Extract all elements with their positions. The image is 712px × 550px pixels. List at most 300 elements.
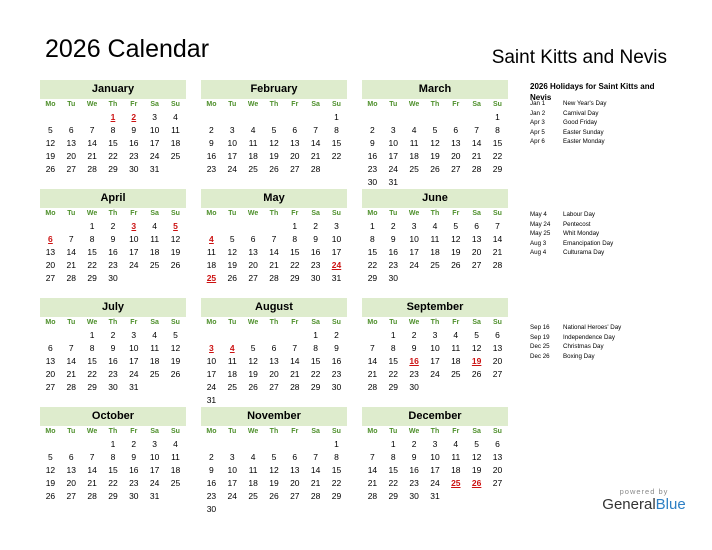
day-cell: 15 bbox=[492, 138, 503, 148]
day-cell: 12 bbox=[451, 234, 461, 244]
month-name: November bbox=[201, 407, 347, 426]
day-cell: 3 bbox=[390, 125, 396, 135]
week-row bbox=[201, 233, 347, 246]
day-cell: 20 bbox=[66, 478, 76, 488]
day-cell: 4 bbox=[432, 221, 438, 231]
day-cell: 3 bbox=[432, 330, 438, 340]
day-cell: 15 bbox=[367, 247, 378, 257]
day-cell bbox=[61, 329, 82, 342]
week-row bbox=[362, 111, 508, 124]
day-cell: 22 bbox=[310, 369, 321, 379]
day-cell: 22 bbox=[367, 260, 378, 270]
day-cell: 11 bbox=[451, 452, 461, 462]
day-cell: 9 bbox=[313, 234, 318, 244]
day-cell bbox=[40, 220, 61, 233]
week-row bbox=[362, 246, 508, 259]
day-cell: 20 bbox=[471, 247, 482, 257]
day-cell bbox=[243, 394, 264, 407]
day-cell bbox=[201, 438, 222, 451]
week-row bbox=[362, 233, 508, 246]
holiday-name: Labour Day bbox=[563, 211, 595, 218]
holiday-date: Aug 4 bbox=[530, 249, 547, 256]
day-cell: 23 bbox=[206, 491, 217, 501]
day-cell: 9 bbox=[110, 234, 116, 244]
day-cell: 26 bbox=[451, 260, 461, 270]
day-cell: 1 bbox=[334, 112, 339, 122]
week-row bbox=[40, 150, 186, 163]
weekday-label: Th bbox=[108, 210, 118, 217]
weekday-label: We bbox=[247, 101, 259, 108]
weekday-label: We bbox=[247, 210, 259, 217]
day-cell: 14 bbox=[290, 356, 300, 366]
holiday-day-cell: 6 bbox=[48, 234, 53, 244]
month-name: December bbox=[362, 407, 508, 426]
day-cell bbox=[222, 438, 243, 451]
day-cell: 16 bbox=[206, 478, 217, 488]
holiday-name: Easter Sunday bbox=[563, 128, 604, 136]
day-cell: 28 bbox=[66, 273, 76, 283]
weekday-header bbox=[201, 426, 347, 438]
holiday-item bbox=[530, 323, 621, 333]
month-name: June bbox=[362, 189, 508, 208]
holiday-day-cell: 4 bbox=[229, 343, 235, 353]
day-cell: 15 bbox=[108, 465, 118, 475]
month-november bbox=[201, 407, 347, 516]
day-cell bbox=[61, 220, 82, 233]
weekday-label: Sa bbox=[311, 319, 320, 326]
day-cell: 9 bbox=[209, 465, 214, 475]
day-cell: 8 bbox=[390, 343, 396, 353]
day-cell: 15 bbox=[87, 247, 97, 257]
day-cell: 27 bbox=[290, 491, 300, 501]
day-cell: 2 bbox=[334, 330, 339, 340]
day-cell: 22 bbox=[108, 151, 118, 161]
week-row bbox=[362, 329, 508, 342]
holiday-day-cell: 25 bbox=[206, 273, 217, 283]
day-cell: 23 bbox=[409, 478, 419, 488]
day-cell: 3 bbox=[229, 452, 235, 462]
day-cell: 22 bbox=[87, 260, 97, 270]
month-june bbox=[362, 189, 508, 285]
week-row bbox=[201, 438, 347, 451]
day-cell: 12 bbox=[45, 465, 56, 475]
weekday-label: Sa bbox=[311, 210, 320, 217]
month-name: July bbox=[40, 298, 186, 317]
day-cell: 3 bbox=[152, 439, 157, 449]
day-cell: 27 bbox=[66, 491, 76, 501]
day-cell bbox=[40, 111, 61, 124]
weekday-label: Su bbox=[493, 101, 502, 108]
day-cell: 25 bbox=[248, 164, 258, 174]
day-cell bbox=[487, 381, 508, 394]
weekday-label: Tu bbox=[228, 210, 237, 217]
day-cell: 8 bbox=[89, 343, 95, 353]
month-may bbox=[201, 189, 347, 285]
day-cell: 30 bbox=[129, 491, 139, 501]
day-cell bbox=[264, 220, 285, 233]
week-row bbox=[201, 381, 347, 394]
day-cell: 6 bbox=[250, 234, 256, 244]
holiday-date: May 25 bbox=[530, 230, 551, 237]
day-cell: 14 bbox=[367, 356, 378, 366]
day-cell: 15 bbox=[388, 465, 398, 475]
weekday-label: Sa bbox=[472, 210, 481, 217]
day-cell bbox=[326, 394, 347, 407]
day-cell: 17 bbox=[430, 356, 440, 366]
day-cell: 18 bbox=[451, 356, 461, 366]
day-cell bbox=[264, 394, 285, 407]
day-cell: 13 bbox=[290, 465, 300, 475]
weekday-label: Su bbox=[332, 101, 341, 108]
day-cell: 27 bbox=[45, 382, 56, 392]
weekday-label: We bbox=[86, 428, 98, 435]
day-cell: 27 bbox=[492, 369, 503, 379]
day-cell: 10 bbox=[430, 343, 440, 353]
day-cell bbox=[243, 329, 264, 342]
holiday-item bbox=[530, 352, 621, 362]
day-cell: 21 bbox=[367, 369, 378, 379]
day-cell: 16 bbox=[108, 356, 118, 366]
day-cell: 12 bbox=[248, 356, 258, 366]
week-row bbox=[40, 464, 186, 477]
weekday-label: Tu bbox=[389, 428, 398, 435]
day-cell: 5 bbox=[474, 330, 479, 340]
day-cell: 2 bbox=[209, 125, 214, 135]
day-cell: 15 bbox=[331, 138, 342, 148]
holiday-date: Dec 26 bbox=[530, 352, 550, 360]
day-cell bbox=[61, 438, 82, 451]
day-cell: 28 bbox=[367, 491, 378, 501]
day-cell: 12 bbox=[471, 452, 482, 462]
day-cell: 10 bbox=[206, 356, 217, 366]
holiday-item bbox=[530, 99, 606, 109]
day-cell bbox=[243, 438, 264, 451]
day-cell: 2 bbox=[110, 221, 116, 231]
weekday-label: Su bbox=[171, 101, 180, 108]
day-cell: 19 bbox=[45, 151, 56, 161]
weekday-label: Th bbox=[430, 101, 440, 108]
week-row bbox=[201, 163, 347, 176]
day-cell bbox=[201, 220, 222, 233]
day-cell: 14 bbox=[367, 465, 378, 475]
day-cell: 22 bbox=[388, 478, 398, 488]
day-cell bbox=[466, 272, 487, 285]
day-cell: 3 bbox=[152, 112, 157, 122]
holiday-date: May 4 bbox=[530, 211, 547, 218]
day-cell: 23 bbox=[129, 478, 139, 488]
holiday-name: Carnival Day bbox=[563, 109, 599, 117]
brand-name bbox=[588, 496, 700, 514]
day-cell bbox=[326, 503, 347, 516]
day-cell bbox=[264, 503, 285, 516]
powered-by-text: powered by bbox=[619, 487, 669, 496]
day-cell: 19 bbox=[451, 247, 461, 257]
holiday-name: Good Friday bbox=[563, 119, 598, 126]
day-cell bbox=[305, 438, 326, 451]
day-cell: 9 bbox=[131, 452, 137, 462]
day-cell: 15 bbox=[331, 465, 342, 475]
weekday-label: Sa bbox=[472, 428, 481, 435]
holiday-day-cell: 1 bbox=[110, 112, 116, 122]
day-cell: 18 bbox=[149, 247, 160, 257]
day-cell bbox=[243, 503, 264, 516]
week-row bbox=[201, 246, 347, 259]
day-cell: 9 bbox=[334, 343, 339, 353]
day-cell: 28 bbox=[310, 164, 321, 174]
day-cell: 30 bbox=[409, 491, 419, 501]
day-cell: 20 bbox=[492, 465, 503, 475]
day-cell: 16 bbox=[108, 247, 118, 257]
week-row bbox=[40, 381, 186, 394]
day-cell: 12 bbox=[269, 138, 279, 148]
weekday-label: Th bbox=[108, 319, 118, 326]
month-july bbox=[40, 298, 186, 394]
month-december bbox=[362, 407, 508, 503]
day-cell: 22 bbox=[388, 369, 398, 379]
weekday-label: Su bbox=[493, 428, 502, 435]
day-cell: 7 bbox=[68, 234, 74, 244]
month-march bbox=[362, 80, 508, 189]
weekday-label: Su bbox=[493, 210, 502, 217]
day-cell: 28 bbox=[66, 382, 76, 392]
day-cell: 16 bbox=[310, 247, 321, 257]
day-cell: 20 bbox=[290, 478, 300, 488]
week-row bbox=[201, 477, 347, 490]
holiday-name: Boxing Day bbox=[563, 352, 595, 360]
day-cell: 24 bbox=[227, 164, 237, 174]
day-cell: 11 bbox=[171, 452, 180, 462]
day-cell: 30 bbox=[367, 177, 378, 187]
day-cell: 6 bbox=[68, 452, 74, 462]
day-cell: 2 bbox=[131, 439, 137, 449]
day-cell: 2 bbox=[209, 452, 214, 462]
month-april bbox=[40, 189, 186, 285]
holiday-item bbox=[530, 109, 606, 119]
day-cell: 30 bbox=[129, 164, 139, 174]
weekday-header bbox=[201, 99, 347, 111]
day-cell: 4 bbox=[250, 452, 256, 462]
holiday-item bbox=[530, 229, 613, 239]
holiday-date: Apr 5 bbox=[530, 128, 545, 136]
weekday-label: Fr bbox=[130, 101, 138, 108]
day-cell: 12 bbox=[227, 247, 237, 257]
weekday-label: Fr bbox=[291, 428, 299, 435]
day-cell: 18 bbox=[409, 151, 419, 161]
month-august bbox=[201, 298, 347, 407]
day-cell bbox=[284, 503, 305, 516]
day-cell: 18 bbox=[206, 260, 217, 270]
day-cell: 7 bbox=[292, 343, 298, 353]
day-cell: 4 bbox=[411, 125, 417, 135]
holiday-item bbox=[530, 118, 606, 128]
day-cell: 11 bbox=[430, 234, 440, 244]
day-cell: 25 bbox=[248, 491, 258, 501]
day-cell bbox=[264, 111, 285, 124]
day-cell: 17 bbox=[129, 247, 139, 257]
day-cell: 23 bbox=[409, 369, 419, 379]
day-cell: 24 bbox=[388, 164, 398, 174]
holiday-date: Aug 3 bbox=[530, 239, 547, 247]
day-cell: 14 bbox=[269, 247, 279, 257]
holiday-date: Apr 6 bbox=[530, 138, 545, 145]
week-row bbox=[362, 342, 508, 355]
day-cell: 8 bbox=[292, 234, 298, 244]
country-name: Saint Kitts and Nevis bbox=[491, 47, 667, 68]
weekday-label: Mo bbox=[206, 319, 217, 326]
day-cell: 15 bbox=[290, 247, 300, 257]
day-cell: 18 bbox=[170, 465, 181, 475]
day-cell: 28 bbox=[290, 382, 300, 392]
day-cell: 21 bbox=[492, 247, 503, 257]
day-cell: 13 bbox=[290, 138, 300, 148]
weekday-label: Fr bbox=[452, 319, 460, 326]
day-cell bbox=[165, 163, 186, 176]
day-cell: 20 bbox=[45, 369, 56, 379]
week-row bbox=[362, 490, 508, 503]
week-row bbox=[40, 329, 186, 342]
holiday-item bbox=[530, 210, 613, 220]
month-october bbox=[40, 407, 186, 503]
day-cell bbox=[284, 438, 305, 451]
day-cell bbox=[222, 111, 243, 124]
day-cell bbox=[326, 163, 347, 176]
week-row bbox=[362, 381, 508, 394]
day-cell bbox=[362, 438, 383, 451]
day-cell: 11 bbox=[207, 247, 216, 257]
day-cell: 31 bbox=[206, 395, 217, 405]
weekday-label: Fr bbox=[291, 210, 299, 217]
day-cell: 31 bbox=[331, 273, 342, 283]
day-cell: 17 bbox=[149, 138, 160, 148]
day-cell bbox=[222, 220, 243, 233]
day-cell: 19 bbox=[248, 369, 258, 379]
weekday-label: Th bbox=[430, 319, 440, 326]
holiday-name: Pentecost bbox=[563, 220, 591, 228]
day-cell bbox=[144, 272, 165, 285]
weekday-label: We bbox=[408, 101, 420, 108]
day-cell: 25 bbox=[149, 260, 160, 270]
weekday-label: We bbox=[86, 210, 98, 217]
day-cell: 23 bbox=[129, 151, 139, 161]
day-cell: 20 bbox=[248, 260, 258, 270]
day-cell: 20 bbox=[451, 151, 461, 161]
brand-name-blue: Blue bbox=[655, 496, 686, 513]
day-cell: 2 bbox=[313, 221, 318, 231]
week-row bbox=[40, 368, 186, 381]
day-cell: 19 bbox=[269, 151, 279, 161]
holiday-item bbox=[530, 248, 613, 258]
day-cell bbox=[201, 329, 222, 342]
day-cell: 16 bbox=[331, 356, 342, 366]
day-cell: 23 bbox=[310, 260, 321, 270]
day-cell: 5 bbox=[432, 125, 438, 135]
day-cell: 6 bbox=[495, 439, 500, 449]
holiday-date: Dec 25 bbox=[530, 343, 550, 350]
day-cell: 21 bbox=[66, 260, 76, 270]
day-cell: 27 bbox=[269, 382, 279, 392]
day-cell: 14 bbox=[66, 247, 76, 257]
day-cell: 14 bbox=[471, 138, 482, 148]
day-cell: 27 bbox=[451, 164, 461, 174]
day-cell: 10 bbox=[129, 234, 139, 244]
day-cell: 7 bbox=[474, 125, 479, 135]
day-cell: 10 bbox=[227, 465, 237, 475]
day-cell: 29 bbox=[108, 491, 118, 501]
day-cell bbox=[284, 329, 305, 342]
day-cell: 23 bbox=[367, 164, 378, 174]
day-cell: 30 bbox=[388, 273, 398, 283]
month-name: April bbox=[40, 189, 186, 208]
holiday-item bbox=[530, 342, 621, 352]
day-cell: 14 bbox=[66, 356, 76, 366]
day-cell: 18 bbox=[451, 465, 461, 475]
day-cell: 19 bbox=[269, 478, 279, 488]
holidays-title: 2026 Holidays for Saint Kitts and Nevis bbox=[530, 82, 655, 102]
day-cell: 18 bbox=[248, 151, 258, 161]
day-cell: 18 bbox=[248, 478, 258, 488]
holiday-date: Jan 2 bbox=[530, 109, 546, 117]
day-cell: 2 bbox=[110, 330, 116, 340]
day-cell: 12 bbox=[45, 138, 56, 148]
day-cell: 1 bbox=[390, 439, 396, 449]
day-cell: 6 bbox=[453, 125, 459, 135]
week-row bbox=[201, 451, 347, 464]
day-cell: 15 bbox=[87, 356, 97, 366]
weekday-label: Fr bbox=[452, 428, 460, 435]
page-title: 2026 Calendar bbox=[45, 35, 210, 63]
day-cell: 24 bbox=[409, 260, 419, 270]
day-cell: 13 bbox=[45, 356, 56, 366]
day-cell: 1 bbox=[89, 330, 95, 340]
day-cell: 1 bbox=[334, 439, 339, 449]
day-cell: 25 bbox=[170, 478, 181, 488]
day-cell: 19 bbox=[430, 151, 440, 161]
month-name: February bbox=[201, 80, 347, 99]
day-cell bbox=[40, 438, 61, 451]
day-cell bbox=[487, 490, 508, 503]
day-cell: 23 bbox=[388, 260, 398, 270]
day-cell: 12 bbox=[170, 234, 181, 244]
day-cell: 14 bbox=[87, 138, 97, 148]
day-cell: 10 bbox=[227, 138, 237, 148]
day-cell: 5 bbox=[48, 125, 53, 135]
day-cell: 7 bbox=[271, 234, 277, 244]
holiday-day-cell: 26 bbox=[471, 478, 482, 488]
weekday-header bbox=[201, 317, 347, 329]
weekday-label: Fr bbox=[130, 428, 138, 435]
day-cell: 3 bbox=[334, 221, 339, 231]
weekday-label: Mo bbox=[367, 101, 378, 108]
week-row bbox=[40, 259, 186, 272]
day-cell: 26 bbox=[248, 382, 258, 392]
week-row bbox=[40, 272, 186, 285]
day-cell bbox=[445, 111, 466, 124]
week-row bbox=[40, 233, 186, 246]
week-row bbox=[362, 355, 508, 368]
day-cell: 3 bbox=[411, 221, 417, 231]
day-cell bbox=[222, 394, 243, 407]
day-cell: 1 bbox=[495, 112, 500, 122]
week-row bbox=[201, 490, 347, 503]
week-row bbox=[362, 150, 508, 163]
day-cell bbox=[466, 490, 487, 503]
day-cell: 5 bbox=[250, 343, 256, 353]
weekday-header bbox=[362, 317, 508, 329]
day-cell: 28 bbox=[269, 273, 279, 283]
day-cell: 17 bbox=[227, 478, 237, 488]
day-cell bbox=[445, 381, 466, 394]
week-row bbox=[40, 342, 186, 355]
